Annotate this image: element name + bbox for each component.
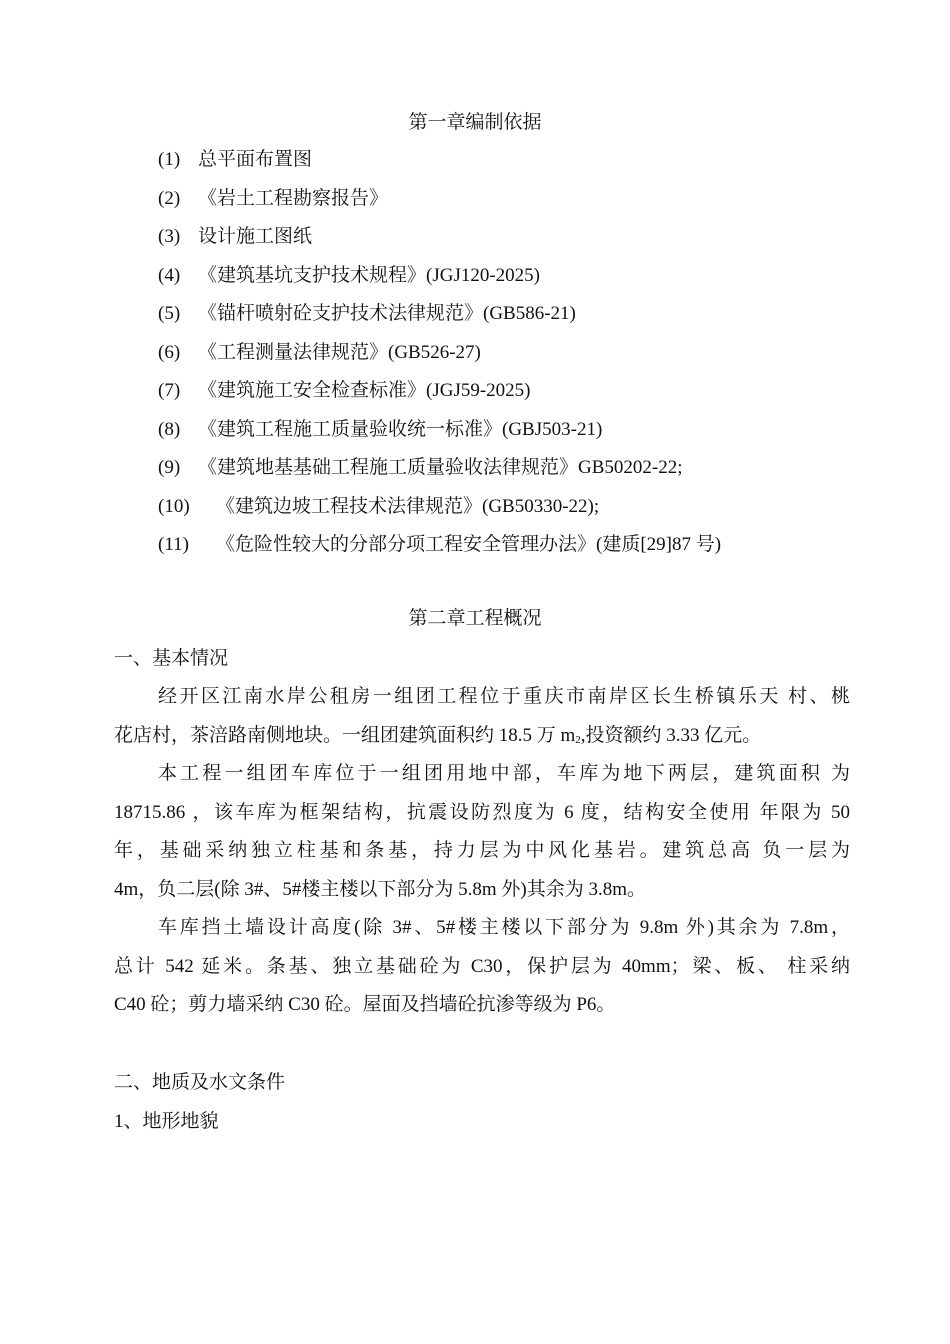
reference-item-10 <box>158 493 599 521</box>
reference-text: 《建筑地基基础工程施工质量验收法律规范》GB50202-22; <box>198 457 683 478</box>
reference-item-8 <box>158 416 602 444</box>
reference-item-11 <box>158 531 721 559</box>
paragraph-line: 花店村，茶涪路南侧地块。一组团建筑面积约 18.5 万 $m_2$,投资额约 3.33 亿元。 <box>114 725 762 746</box>
reference-number: (6) <box>158 342 181 363</box>
reference-text: 《锚杆喷射砼支护技术法律规范》(GB586-21) <box>198 303 576 324</box>
reference-number: (5) <box>158 303 181 324</box>
reference-item-1 <box>158 146 312 174</box>
area-unit-superscript: 2 <box>575 734 581 746</box>
reference-text: 《建筑施工安全检查标准》(JGJ59-2025) <box>198 380 531 401</box>
paragraph-line: 经开区江南水岸公租房一组团工程位于重庆市南岸区长生桥镇乐天 村、桃 <box>158 686 850 707</box>
reference-item-9 <box>158 454 683 482</box>
reference-text: 设计施工图纸 <box>198 226 313 247</box>
paragraph-line: 本工程一组团车库位于一组团用地中部，车库为地下两层，建筑面积 为 <box>158 763 850 784</box>
paragraph-line: 4m，负二层(除 3#、5#楼主楼以下部分为 5.8m 外)其余为 3.8m。 <box>114 879 646 900</box>
reference-text: 《危险性较大的分部分项工程安全管理办法》(建质[29]87 号) <box>216 534 722 555</box>
reference-text: 《建筑工程施工质量验收统一标准》(GBJ503-21) <box>198 419 603 440</box>
paragraph-line: 总计 542 延米。条基、独立基础砼为 C30，保护层为 40mm；梁、板、 柱采纳 <box>114 956 850 977</box>
reference-item-5 <box>158 300 576 328</box>
reference-text: 《工程测量法律规范》(GB526-27) <box>198 342 481 363</box>
reference-number: (8) <box>158 419 181 440</box>
paragraph-line: C40 砼；剪力墙采纳 C30 砼。屋面及挡墙砼抗渗等级为 P6。 <box>114 994 616 1015</box>
reference-number: (11) <box>158 534 189 555</box>
reference-item-4 <box>158 262 540 290</box>
reference-text: 《建筑基坑支护技术规程》(JGJ120-2025) <box>198 265 540 286</box>
reference-number: (3) <box>158 226 181 247</box>
reference-number: (10) <box>158 496 190 517</box>
reference-number: (9) <box>158 457 181 478</box>
reference-text: 《岩土工程勘察报告》 <box>198 188 389 209</box>
reference-text: 总平面布置图 <box>198 149 313 170</box>
reference-number: (1) <box>158 149 181 170</box>
reference-item-7 <box>158 377 531 405</box>
reference-number: (4) <box>158 265 181 286</box>
paragraph-line: 车库挡土墙设计高度(除 3#、5#楼主楼以下部分为 9.8m 外)其余为 7.8m， <box>158 917 850 938</box>
reference-number: (2) <box>158 188 181 209</box>
section-heading-geology: 二、地质及水文条件 <box>114 1072 286 1093</box>
reference-item-6 <box>158 339 481 367</box>
paragraph-line: 18715.86 ，该车库为框架结构，抗震设防烈度为 6 度，结构安全使用 年限为 50 <box>114 802 850 823</box>
subsection-heading-terrain: 1、地形地貌 <box>114 1111 219 1132</box>
chapter-1-title: 第一章编制依据 <box>408 112 542 133</box>
reference-item-3 <box>158 223 312 251</box>
reference-number: (7) <box>158 380 181 401</box>
reference-item-2 <box>158 185 388 213</box>
paragraph-line: 年，基础采纳独立柱基和条基，持力层为中风化基岩。建筑总高 负一层为 <box>114 840 850 861</box>
chapter-2-title: 第二章工程概况 <box>408 608 542 629</box>
reference-text: 《建筑边坡工程技术法律规范》(GB50330-22); <box>216 496 600 517</box>
section-heading-basic: 一、基本情况 <box>114 648 229 669</box>
